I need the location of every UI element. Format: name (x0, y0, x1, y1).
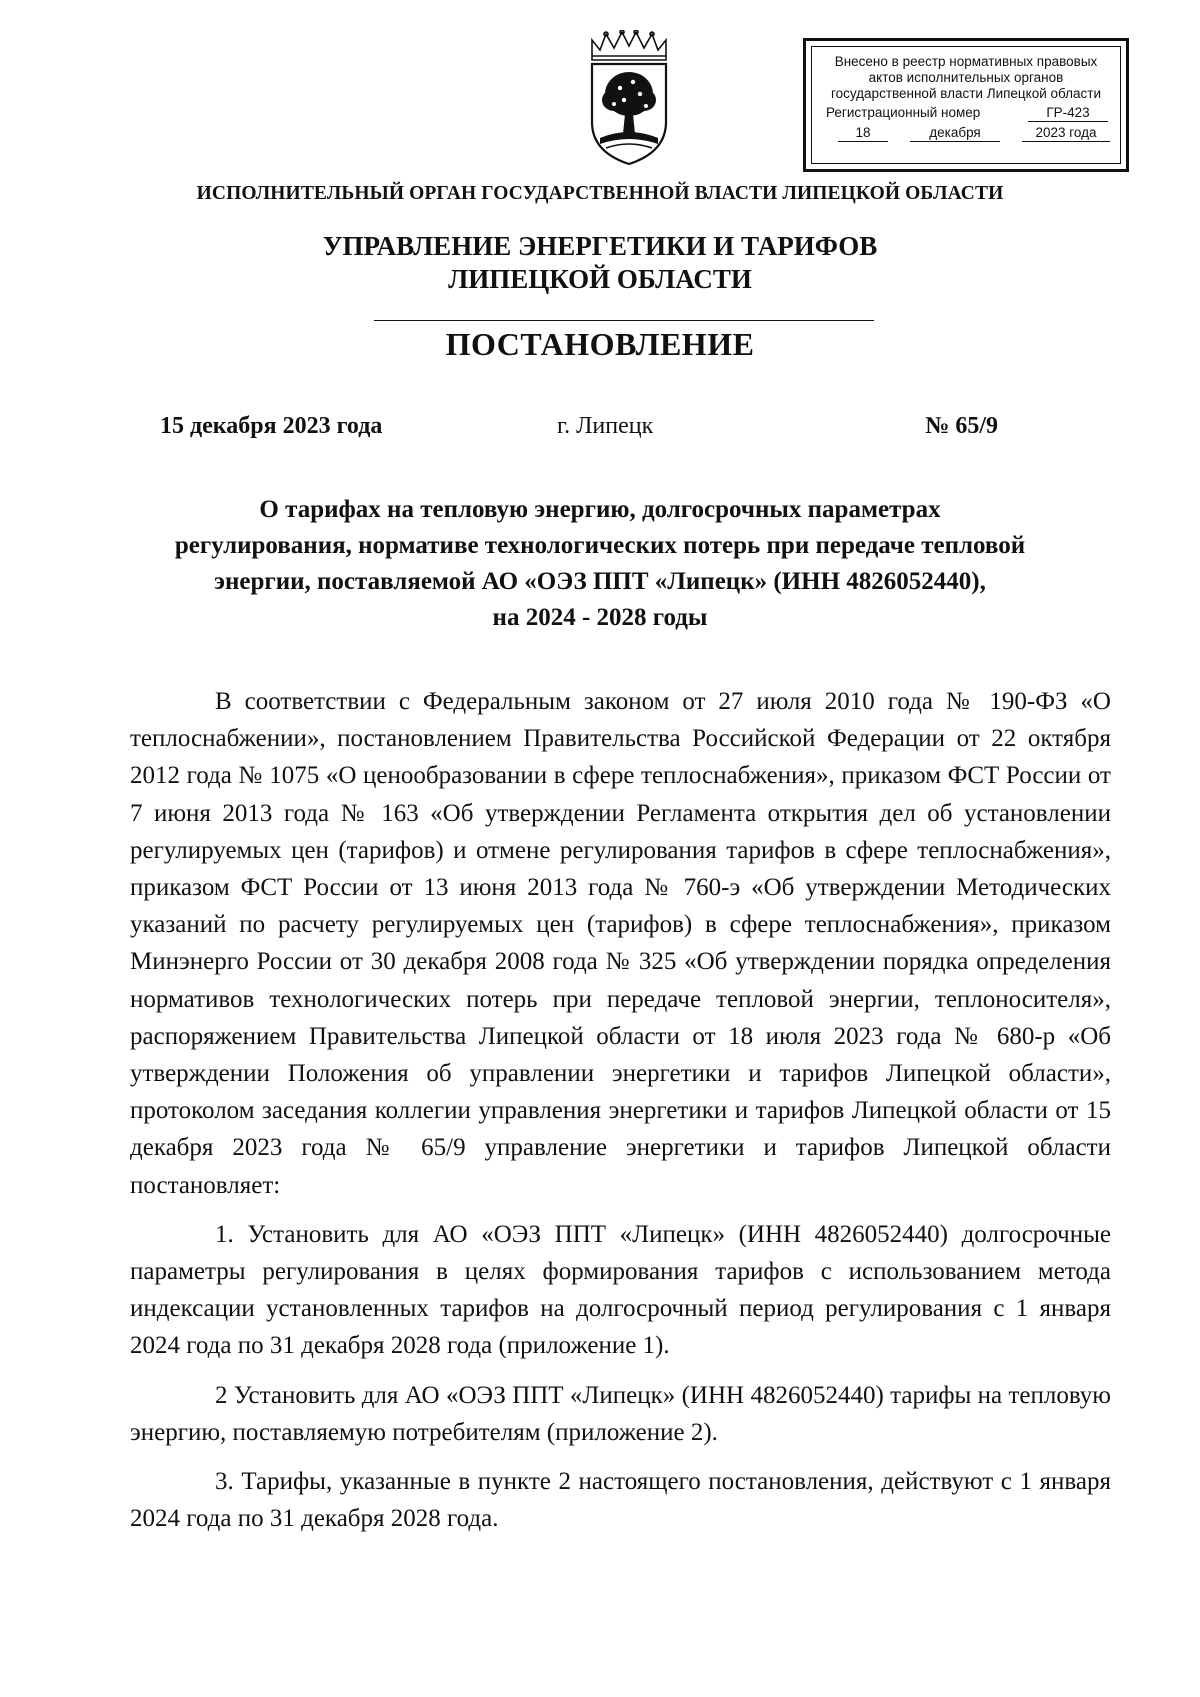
heading-divider (374, 320, 874, 321)
stamp-line-2: актов исполнительных органов (868, 70, 1064, 85)
stamp-reg-label: Регистрационный номер (826, 105, 981, 120)
authority-heading: ИСПОЛНИТЕЛЬНЫЙ ОРГАН ГОСУДАРСТВЕННОЙ ВЛАСТИ ЛИПЕЦКОЙ ОБЛАСТИ (196, 183, 1004, 204)
document-city: г. Липецк (557, 413, 654, 439)
registry-stamp-inner (811, 46, 1121, 164)
document-title (120, 492, 1080, 636)
organization-name-line-2: ЛИПЕЦКОЙ ОБЛАСТИ (448, 264, 752, 294)
document-date: 15 декабря 2023 года (160, 413, 383, 439)
stamp-day: 18 (838, 125, 888, 142)
document-meta-row (160, 413, 998, 445)
title-line-4: на 2024 - 2028 годы (492, 604, 708, 631)
document-type: ПОСТАНОВЛЕНИЕ (445, 326, 755, 362)
stamp-month: декабря (910, 125, 1000, 142)
stamp-date-row (816, 122, 1116, 142)
stamp-reg-number: ГР-423 (1028, 105, 1108, 122)
title-line-1: О тарифах на тепловую энергию, долгосрочных параметрах (259, 496, 941, 523)
stamp-year: 2023 года (1022, 125, 1110, 142)
organization-name (0, 230, 1200, 296)
stamp-registration-row (816, 102, 1116, 122)
item-3-paragraph: 3. Тарифы, указанные в пункте 2 настоящего постановления, действуют с 1 января 2024 года по 31 декабря 2028 года. (130, 1468, 1111, 1533)
stamp-line-3: государственной власти Липецкой области (830, 86, 1102, 101)
title-line-3: энергии, поставляемой АО «ОЭЗ ППТ «Липецк» (ИНН 4826052440), (214, 568, 986, 595)
stamp-line-1: Внесено в реестр нормативных правовых (834, 54, 1098, 69)
organization-name-line-1: УПРАВЛЕНИЕ ЭНЕРГЕТИКИ И ТАРИФОВ (322, 231, 878, 261)
coat-of-arms-icon (586, 30, 672, 166)
preamble-paragraph: В соответствии с Федеральным законом от 27 июля 2010 года № 190-ФЗ «О теплоснабжении», постановлением Правительства Российской Федерации от 22 октября 2012 года № 1075 «О ценообразовании в сфере теплоснабжения», приказом ФСТ России от 7 июня 2013 года № 163 «Об утверждении Регламента открытия дел об установлении регулируемых цен (тарифов) и отмене регулирования тарифов в сфере теплоснабжения», приказом ФСТ России от 13 июня 2013 года № 760-э «Об утверждении Методических указаний по расчету регулируемых цен (тарифов) в сфере теплоснабжения», приказом Минэнерго России от 30 декабря 2008 года № 325 «Об утверждении порядка определения нормативов технологических потерь при передаче тепловой энергии, теплоносителя», распоряжением Правительства Липецкой области от 18 июля 2023 года № 680-р «Об утверждении Положения об управлении энергетики и тарифов Липецкой области», протоколом заседания коллегии управления энергетики и тарифов Липецкой области от 15 декабря 2023 года № 65/9 управление энергетики и тарифов Липецкой области постановляет: (130, 688, 1111, 1199)
item-2-paragraph: 2 Установить для АО «ОЭЗ ППТ «Липецк» (ИНН 4826052440) тарифы на тепловую энергию, поставляемую потребителям (приложение 2). (130, 1381, 1111, 1446)
document-number: № 65/9 (925, 413, 998, 439)
document-body (130, 683, 1111, 1537)
title-line-2: регулирования, нормативе технологических потерь при передаче тепловой (174, 532, 1026, 559)
item-1-paragraph: 1. Установить для АО «ОЭЗ ППТ «Липецк» (ИНН 4826052440) долгосрочные параметры регулирования в целях формирования тарифов с использованием метода индексации установленных тарифов на долгосрочный период регулирования с 1 января 2024 года по 31 декабря 2028 года (приложение 1). (130, 1220, 1111, 1360)
registry-stamp (803, 38, 1129, 172)
